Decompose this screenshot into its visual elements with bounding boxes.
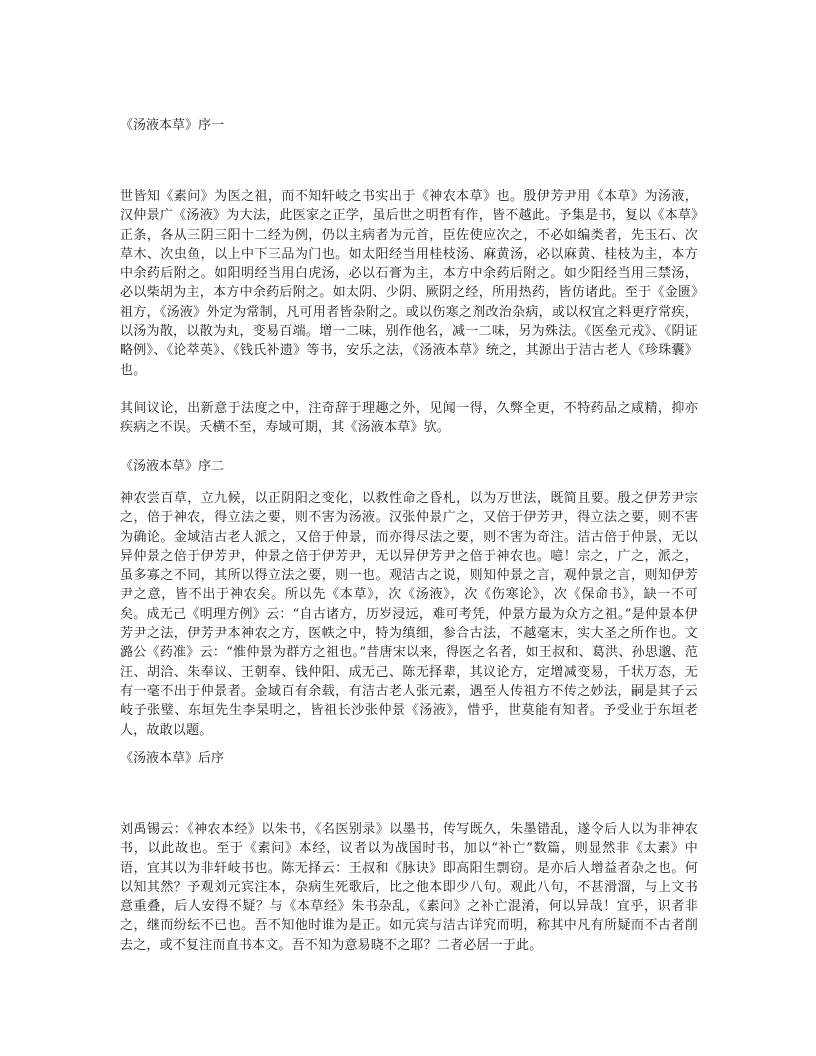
preface-one-title: 《汤液本草》序一 bbox=[120, 118, 225, 133]
preface-one-paragraph-2: 其间议论，出新意于法度之中，注奇辞于理趣之外，见闻一得，久弊全更，不特药品之咸精，抑亦疾病之不误。夭横不至，寿域可期，其《汤液本草》欤。 bbox=[120, 401, 698, 436]
preface-two-title: 《汤液本草》序二 bbox=[120, 459, 225, 474]
preface-two-paragraph-1: 神农尝百草，立九候，以正阴阳之变化，以救性命之昏札，以为万世法，既简且要。殷之伊芳尹宗之，倍于神农，得立法之要，则不害为汤液。汉张仲景广之，又倍于伊芳尹，得立法之要，则不害为确论。金域洁古老人派之，又倍于仲景，而亦得尽法之要，则不害为奇注。洁古倍于仲景，无以异仲景之倍于伊芳尹，仲景之倍于伊芳尹，无以异伊芳尹之倍于神农也。噫！宗之，广之，派之，虽多寡之不同，其所以得立法之要，则一也。观洁古之说，则知仲景之言，观仲景之言，则知伊芳尹之意，皆不出于神农矣。所以先《本草》，次《汤液》，次《伤寒论》，次《保命书》，缺一不可矣。成无己《明理方例》云：“自古诸方，历岁浸远，难可考凭，仲景方最为众方之祖。”是仲景本伊芳尹之法，伊芳尹本神农之方，医帙之中，特为缜细，参合古法，不越毫末，实大圣之所作也。文潞公《药准》云：“惟仲景为群方之祖也。”昔唐宋以来，得医之名者，如王叔和、葛洪、孙思邈、范汪、胡洽、朱奉议、王朝奉、钱仲阳、成无己、陈无择辈，其议论方，定增减变易，千状万态，无有一毫不出于仲景者。金域百有余载，有洁古老人张元素，遇至人传祖方不传之妙法，嗣是其子云岐子张璧、东垣先生李杲明之，皆祖长沙张仲景《汤液》，惜乎，世莫能有知者。予受业于东垣老人，故敢以题。 bbox=[120, 491, 698, 738]
postscript-title: 《汤液本草》后序 bbox=[120, 751, 225, 766]
preface-one-paragraph-1: 世皆知《素问》为医之祖，而不知轩岐之书实出于《神农本草》也。殷伊芳尹用《本草》为汤液，汉仲景广《汤液》为大法，此医家之正学，虽后世之明哲有作，皆不越此。予集是书，复以《本草》正条，各从三阴三阳十二经为例，仍以主病者为元首，臣佐使应次之，不必如编类者，先玉石、次草木、次虫鱼，以上中下三品为门也。如太阳经当用桂枝汤、麻黄汤，必以麻黄、桂枝为主，本方中余药后附之。如阳明经当用白虎汤，必以石膏为主，本方中余药后附之。如少阳经当用三禁汤，必以柴胡为主，本方中余药后附之。如太阴、少阴、厥阴之经，所用热药，皆仿诸此。至于《金匮》祖方，《汤液》外定为常制，凡可用者皆杂附之。或以伤寒之剂改治杂病，或以权宜之料更疗常疾，以汤为散，以散为丸，变易百端。增一二味，别作他名，减一二味，另为殊法。《医垒元戎》、《阴证略例》、《论萃英》、《钱氏补遗》等书，安乐之法，《汤液本草》统之，其源出于洁古老人《珍珠囊》也。 bbox=[120, 189, 698, 378]
postscript-paragraph-1: 刘禹锡云：《神农本经》以朱书，《名医别录》以墨书，传写既久，朱墨错乱，遂令后人以为非神农书，以此故也。至于《素问》本经，议者以为战国时书，加以“补亡”数篇，则显然非《太素》中语，宜其以为非轩岐书也。陈无择云：王叔和《脉诀》即高阳生剽窃。是亦后人增益者杂之也。何以知其然？予观刘元宾注本，杂病生死歌后，比之他本即少八句。观此八句，不甚滑溜，与上文书意重叠，后人安得不疑？与《本草经》朱书杂乱，《素问》之补亡混淆，何以异哉！宜乎，识者非之，继而纷纭不已也。吾不知他时谁为是正。如元宾与洁古详究而明，称其中凡有所疑而不古者削去之，或不复注而直书本文。吾不知为意易晓不之耶？二者必居一于此。 bbox=[120, 822, 698, 953]
